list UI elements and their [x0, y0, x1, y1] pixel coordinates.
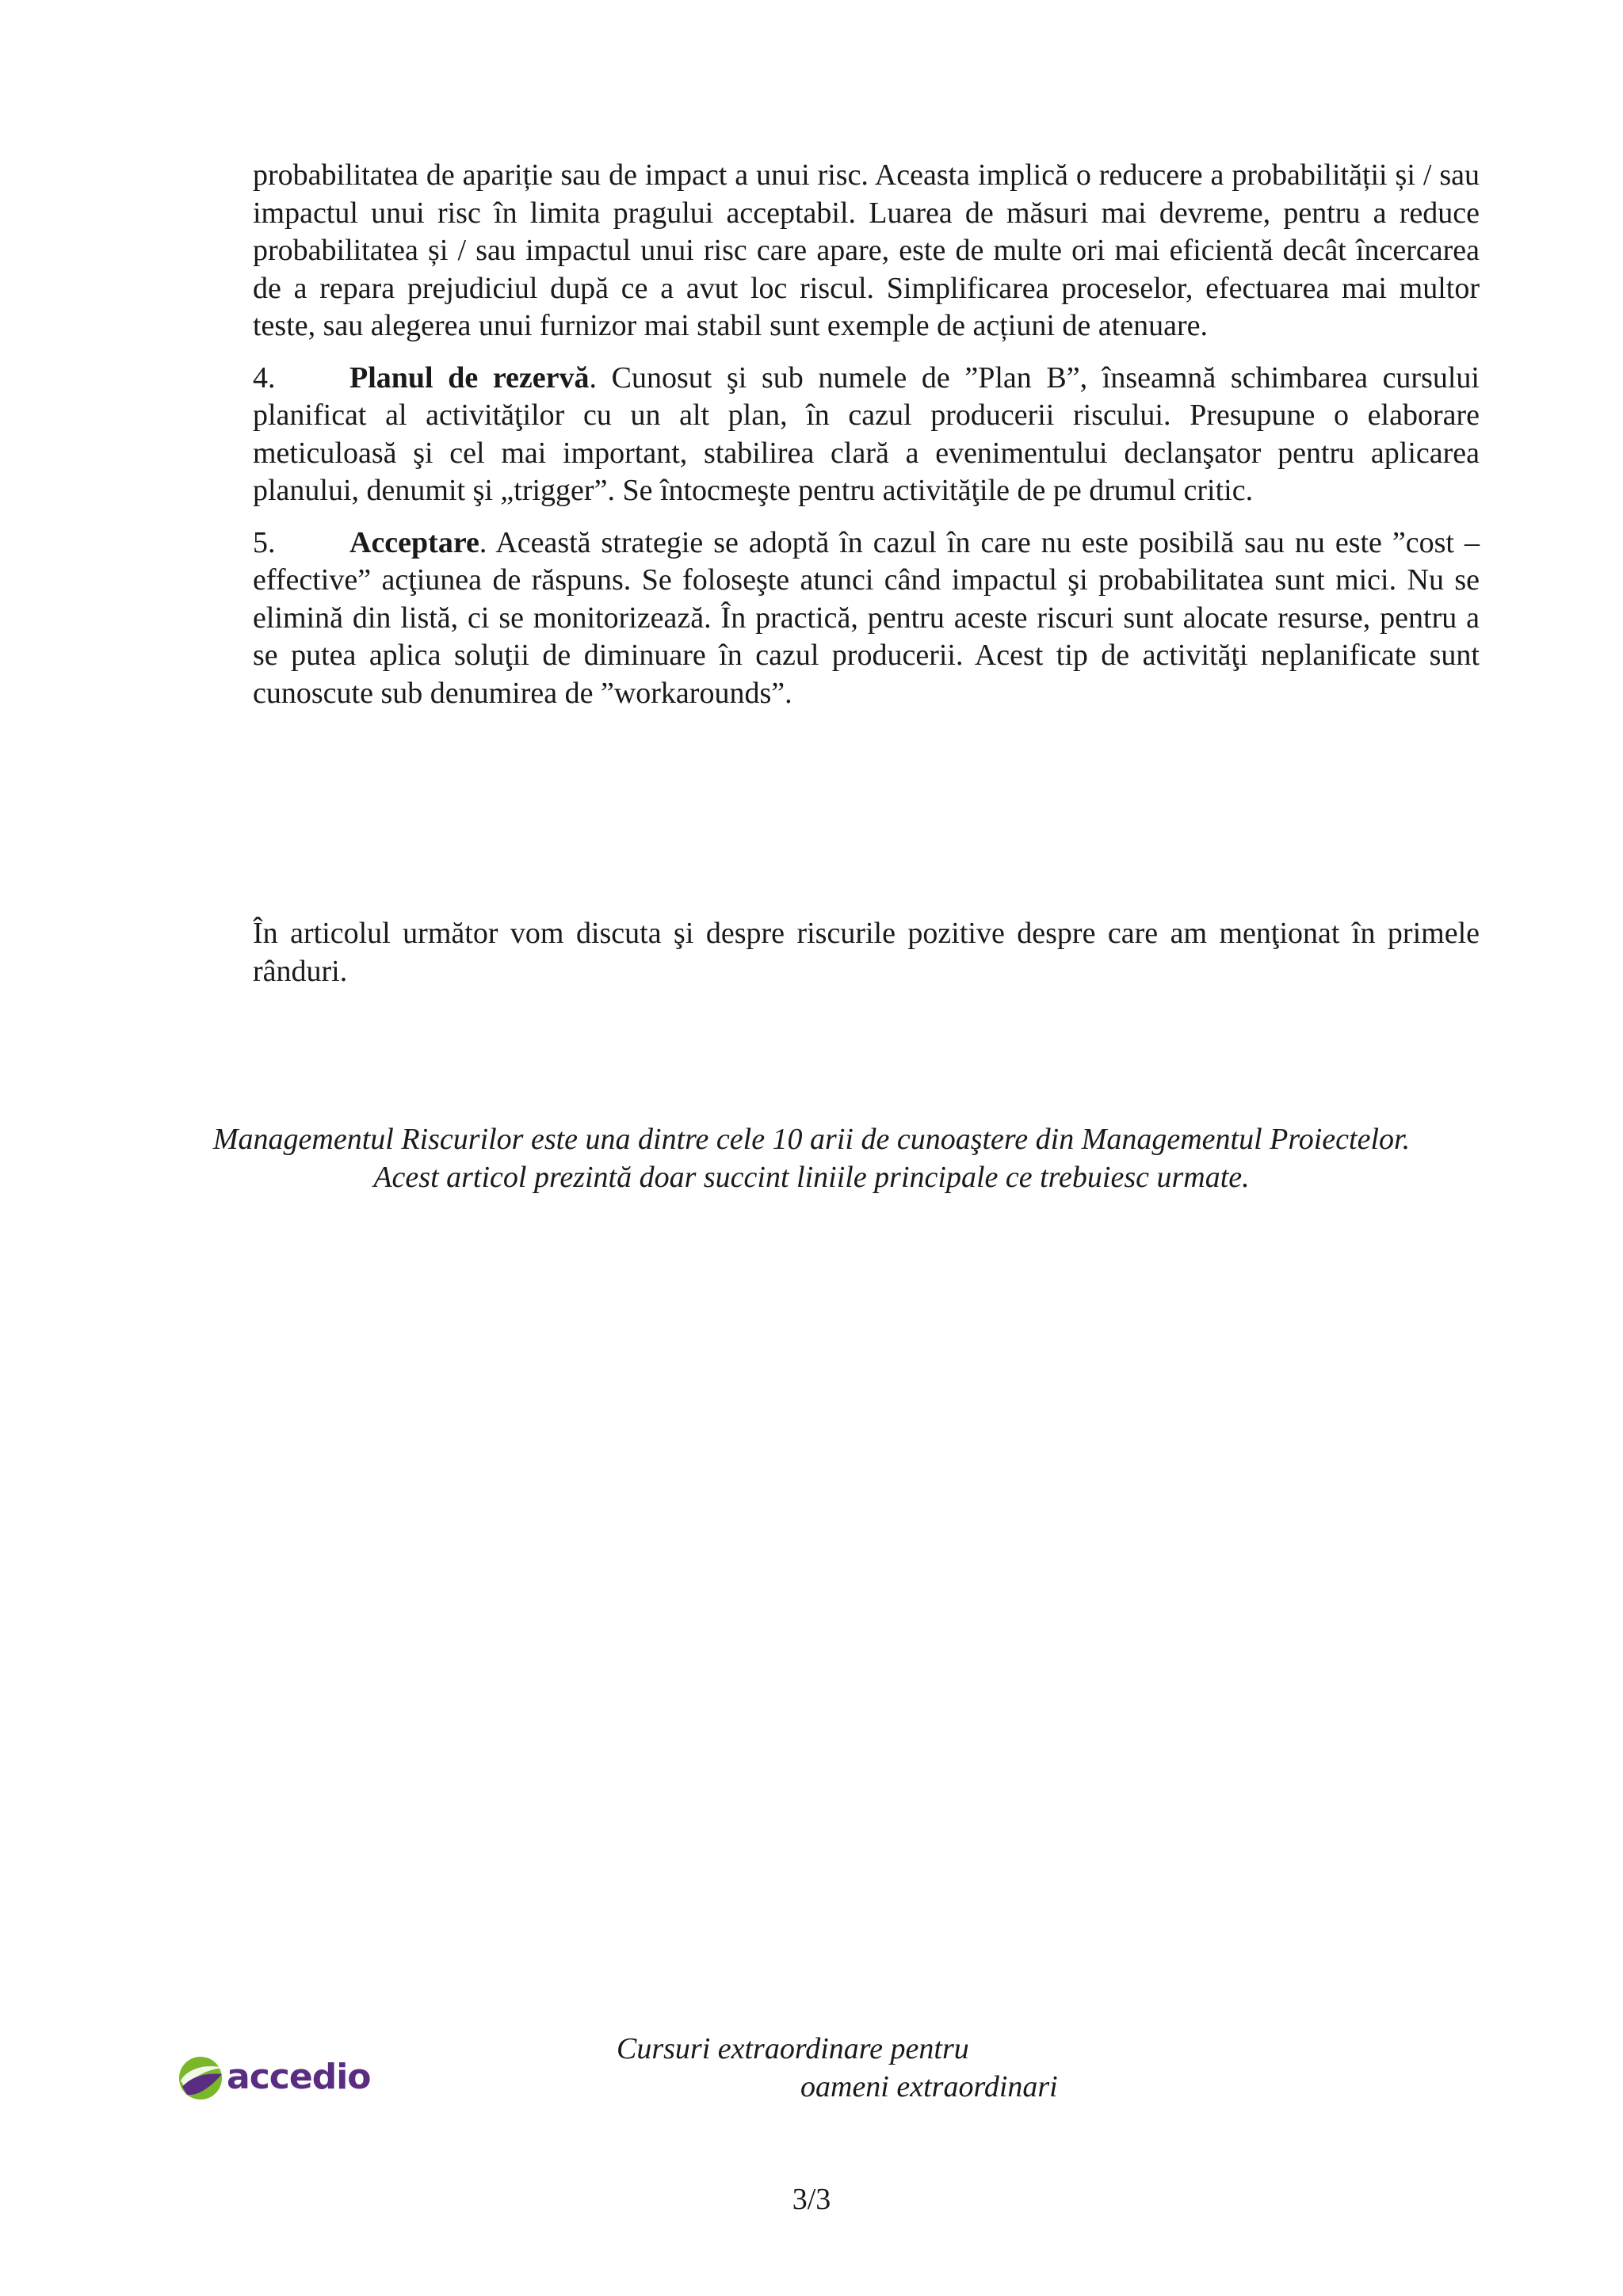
item-number: 4. — [253, 360, 276, 395]
logo-text: accedio — [227, 2057, 371, 2097]
logo-mark-icon — [176, 2052, 225, 2101]
article-body — [253, 157, 1480, 727]
intro-paragraph: probabilitatea de apariție sau de impact a unui risc. Aceasta implică o reducere a probabilității și / sau impactul unui risc în limita pragului acceptabil. Luarea de măsuri mai devreme, pentru a reduce probabilitatea și / sau impactul unui risc care apare, este de multe ori mai eficientă decât încercarea de a repara prejudiciul după ce a avut loc riscul. Simplificarea proceselor, efectuarea mai multor teste, sau alegerea unui furnizor mai stabil sunt exemple de acțiuni de atenuare. — [253, 158, 1480, 342]
slogan-line: Cursuri extraordinare pentru — [617, 2032, 969, 2065]
item-title: Planul de rezervă — [349, 360, 590, 395]
list-item — [253, 360, 1480, 510]
note-line: Managementul Riscurilor este una dintre cele 10 arii de cunoaştere din Managementul Proiectelor. — [212, 1123, 1411, 1156]
list-item — [253, 524, 1480, 713]
item-number: 5. — [253, 525, 276, 559]
item-title: Acceptare — [349, 525, 479, 559]
item-text: . Cunosut şi sub numele de ”Plan B”, înseamnă schimbarea cursului planificat al activităţilor cu un alt plan, în cazul producerii riscului. Presupune o elaborare meticuloasă şi cel mai important, stabilirea clară a evenimentului declanşator pentru aplicarea planului, denumit şi „trigger”. Se întocmeşte pentru activităţile de pe drumul critic. — [253, 360, 1480, 507]
item-text: . Această strategie se adoptă în cazul în care nu este posibilă sau nu este ”cost – effective” acţiunea de răspuns. Se foloseşte atunci când impactul şi probabilitatea sunt mici. Nu se elimină din listă, ci se monitorizează. În practică, pentru aceste riscuri sunt alocate resurse, pentru a se putea aplica soluţii de diminuare în cazul producerii. Acest tip de activităţi neplanificate sunt cunoscute sub denumirea de ”workarounds”. — [253, 525, 1480, 710]
closing-paragraph: În articolul următor vom discuta şi despre riscurile pozitive despre care am menţionat în primele rânduri. — [253, 917, 1480, 988]
article-note — [119, 1121, 1504, 1196]
note-line: Acest articol prezintă doar succint liniile principale ce trebuiesc urmate. — [373, 1160, 1250, 1194]
accedio-logo — [176, 2052, 371, 2106]
page-number: 3/3 — [792, 2183, 831, 2216]
slogan-line: oameni extraordinari — [800, 2070, 1058, 2103]
slogan — [617, 2030, 1058, 2106]
